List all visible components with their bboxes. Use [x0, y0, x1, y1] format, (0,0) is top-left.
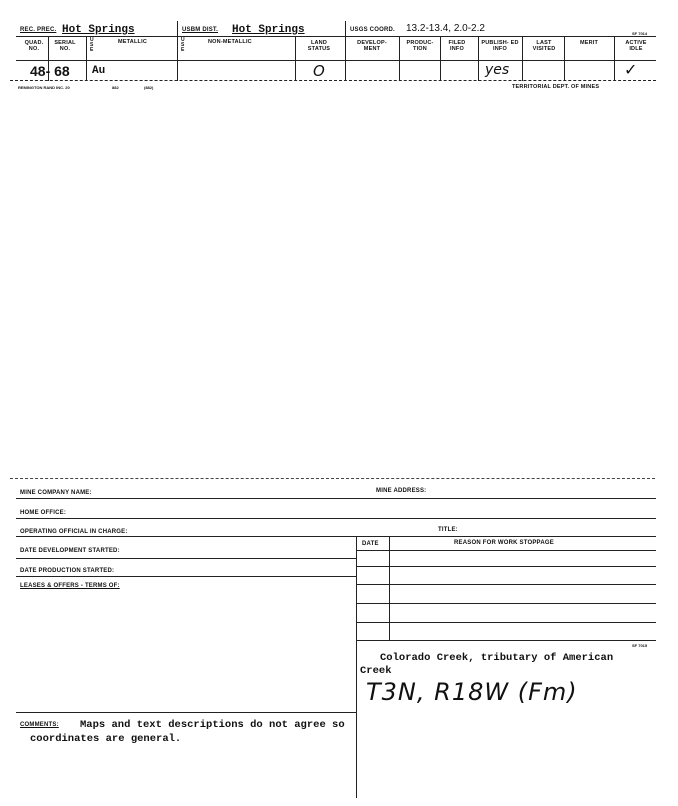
date-development-label: DATE DEVELOPMENT STARTED: [20, 548, 120, 554]
col-production: PRODUC- TION [406, 40, 434, 52]
row-quad-serial: 48- 68 [30, 63, 70, 79]
usgs-coord-value: 13.2-13.4, 2.0-2.2 [406, 23, 485, 34]
date-production-label: DATE PRODUCTION STARTED: [20, 568, 115, 574]
operating-official-label: OPERATING OFFICIAL IN CHARGE: [20, 529, 128, 535]
mine-address-label: MINE ADDRESS: [376, 488, 427, 494]
rec-prec-label: REC. PREC. [20, 27, 57, 33]
comments-label: COMMENTS: [20, 722, 59, 728]
row-active-idle-check: ✓ [624, 60, 638, 79]
department-label: TERRITORIAL DEPT. OF MINES [512, 84, 600, 90]
mine-company-label: MINE COMPANY NAME: [20, 490, 92, 496]
col-active-idle: ACTIVE IDLE [625, 40, 647, 52]
location-text: Colorado Creek, tributary of American Creek [360, 652, 614, 677]
col-published-info: PUBLISH- ED INFO [481, 40, 519, 52]
comments-text: Maps and text descriptions do not agree so coordinates are general. [30, 719, 345, 745]
col-serial-no: SERIAL NO. [54, 40, 76, 52]
usbm-dist-label: USBM DIST. [182, 27, 219, 33]
leases-label: LEASES & OFFERS - TERMS OF: [20, 583, 120, 589]
printer-code-2: (882) [144, 85, 154, 90]
col-merit: MERIT [579, 40, 599, 46]
rec-prec-value: Hot Springs [62, 24, 135, 36]
handwritten-location: T3N, R18W (Fm) [366, 678, 578, 706]
bottom-form-number: SF 7015 [632, 643, 648, 648]
col-quad-no: QUAD. NO. [24, 40, 44, 52]
col-use-metallic: U S E [90, 37, 94, 53]
col-last-visited: LAST VISITED [532, 40, 556, 52]
printer-code: 882 [112, 85, 119, 90]
col-use-nonmetallic: U S E [181, 37, 185, 53]
printer-label: REMINGTON RAND INC. 20 [18, 85, 70, 90]
col-development: DEVELOP- MENT [357, 40, 387, 52]
row-metallic: Au [92, 65, 106, 77]
usbm-dist-value: Hot Springs [232, 24, 305, 36]
home-office-label: HOME OFFICE: [20, 510, 67, 516]
row-land-status: O [313, 62, 325, 80]
col-non-metallic: NON-METALLIC [208, 39, 252, 45]
title-label: TITLE: [438, 527, 458, 533]
col-filed-info: FILED INFO [448, 40, 466, 52]
top-form-number: SF 7014 [632, 31, 648, 36]
col-metallic: METALLIC [118, 39, 147, 45]
row-published-info: yes [485, 62, 510, 78]
col-land-status: LAND STATUS [307, 40, 331, 52]
reason-label: REASON FOR WORK STOPPAGE [454, 540, 554, 546]
date-column-label: DATE [362, 541, 379, 547]
usgs-coord-label: USGS COORD. [350, 27, 395, 33]
